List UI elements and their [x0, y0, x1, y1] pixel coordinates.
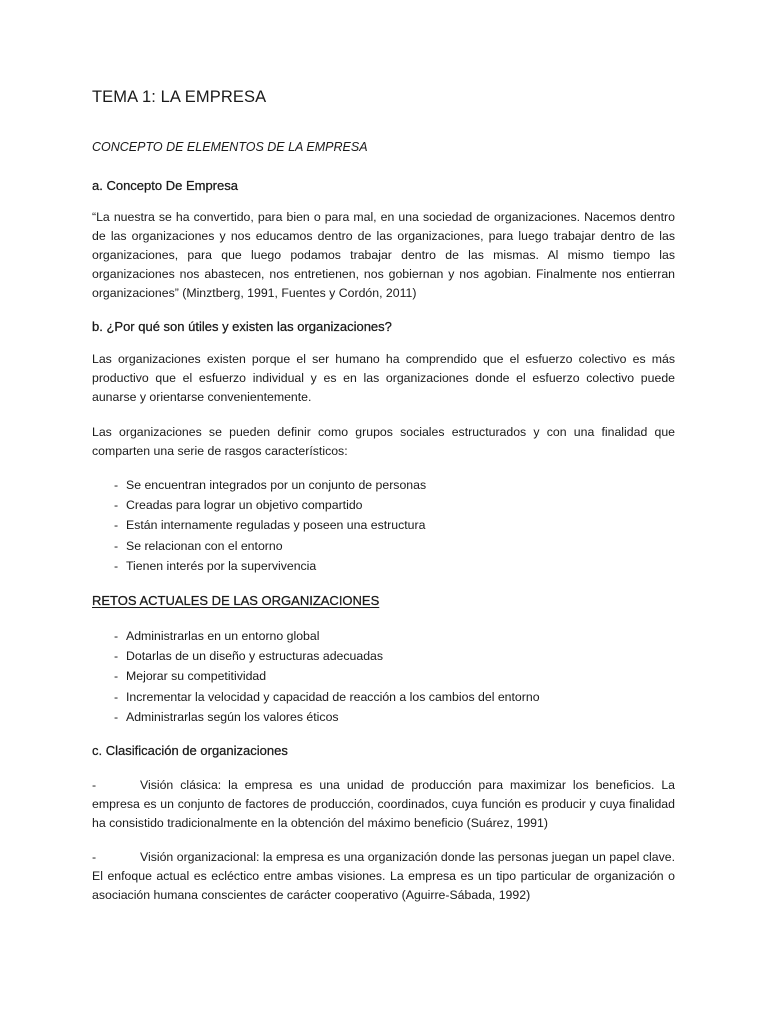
list-item: - Se relacionan con el entorno [114, 538, 283, 553]
document-page [92, 88, 675, 902]
heading-retos-actuales: RETOS ACTUALES DE LAS ORGANIZACIONES [92, 593, 380, 608]
list-item: - Creadas para lograr un objetivo compartido [114, 498, 363, 513]
heading-concepto-empresa: a. Concepto De Empresa [92, 178, 238, 193]
list-item: - Mejorar su competitividad [114, 669, 267, 684]
list-item: - Tienen interés por la supervivencia [114, 558, 317, 573]
list-item: - Administrarlas en un entorno global [114, 629, 320, 643]
list-item: - Se encuentran integrados por un conjunto de personas [114, 478, 427, 492]
list-item: - Incrementar la velocidad y capacidad de reacción a los cambios del entorno [114, 689, 540, 704]
paragraph-vision-clasica: - Visión clásica: la empresa es una unidad de producción para maximizar los beneficios. La empresa es un conjunto de factores de producción, coordinados, cuya función es producir y cuya finalidad ha consistido tradicionalmente en la obtención del máximo beneficio (Suárez, 1991) [92, 778, 675, 830]
paragraph-vision-organizacional: - Visión organizacional: la empresa es una organización donde las personas juegan un papel clave. El enfoque actual es ecléctico entre ambas visiones. La empresa es un tipo particular de organización o asociación humana conscientes de carácter cooperativo (Aguirre-Sábada, 1992) [92, 850, 675, 902]
paragraph-concepto-empresa: “La nuestra se ha convertido, para bien o para mal, en una sociedad de organizaciones. Nacemos dentro de las organizaciones y nos educamos dentro de las organizaciones, para luego trabajar dentro de las organizaciones, para que luego podamos trabajar dentro de las mismas. Al mismo tiempo las organizaciones nos abastecen, nos entretienen, nos gobiernan y nos agobian. Finalmente nos entierran organizaciones” (Minztberg, 1991, Fuentes y Cordón, 2011) [92, 210, 675, 300]
list-retos [114, 626, 540, 727]
paragraph-definicion-organizaciones: Las organizaciones se pueden definir como grupos sociales estructurados y con una finalidad que comparten una serie de rasgos característicos: [92, 425, 675, 458]
list-item: - Dotarlas de un diseño y estructuras adecuadas [114, 649, 384, 664]
list-rasgos [114, 475, 426, 576]
paragraph-esfuerzo-colectivo: Las organizaciones existen porque el ser humano ha comprendido que el esfuerzo colectivo es más productivo que el esfuerzo individual y es en las organizaciones donde el esfuerzo colectivo puede aunarse y orientarse convenientemente. [92, 352, 675, 404]
list-item: - Están internamente reguladas y poseen una estructura [114, 518, 426, 533]
heading-por-que-organizaciones: b. ¿Por qué son útiles y existen las organizaciones? [92, 319, 392, 334]
heading-clasificacion: c. Clasificación de organizaciones [92, 743, 288, 758]
section-title: CONCEPTO DE ELEMENTOS DE LA EMPRESA [92, 140, 368, 154]
document-title: TEMA 1: LA EMPRESA [92, 88, 267, 106]
list-item: - Administrarlas según los valores éticos [114, 709, 339, 724]
